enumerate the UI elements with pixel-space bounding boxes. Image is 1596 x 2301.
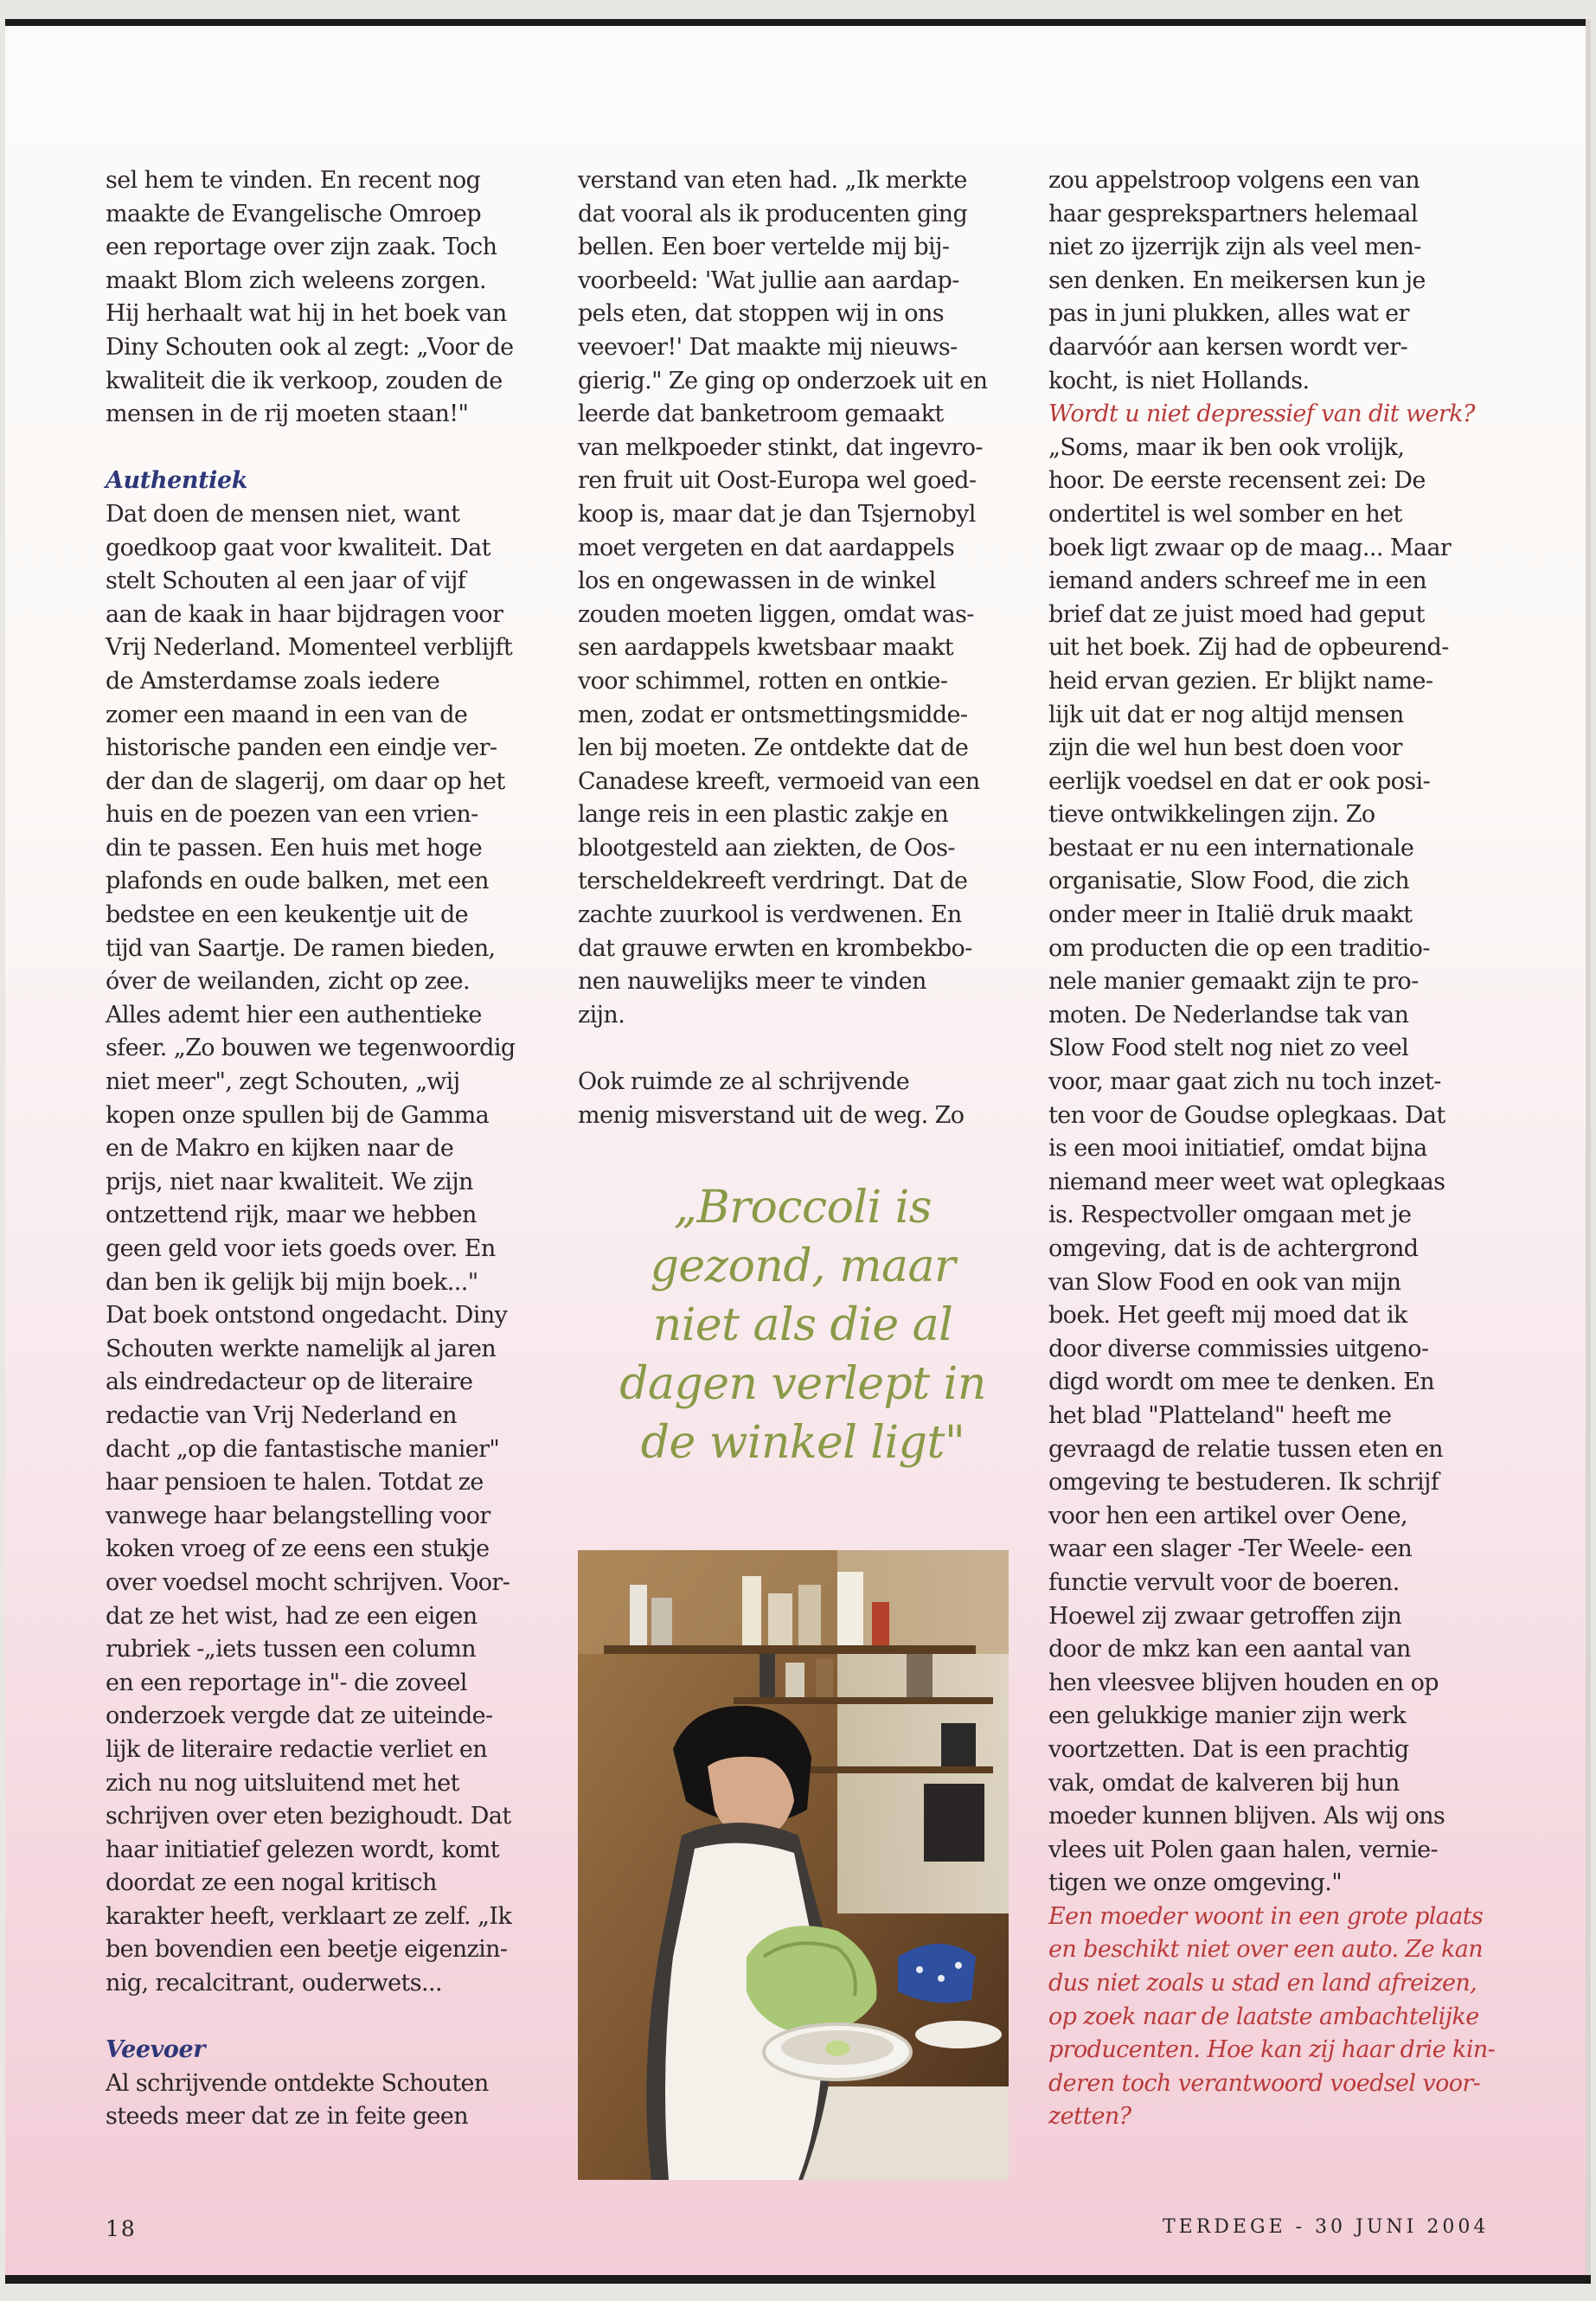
page-edge <box>1586 19 1591 2284</box>
text-line: zou appelstroop volgens een van <box>1048 167 1420 194</box>
text-line: kocht, is niet Hollands. <box>1048 367 1310 394</box>
text-line: voorbeeld: 'Wat jullie aan aardap- <box>578 266 959 294</box>
text-line: óver de weilanden, zicht op zee. <box>106 968 470 996</box>
text-line: iemand anders schreef me in een <box>1048 567 1426 595</box>
text-line: tigen we onze omgeving." <box>1048 1869 1343 1897</box>
top-rule <box>5 19 1591 26</box>
text-line: boek. Het geeft mij moed dat ik <box>1048 1302 1407 1330</box>
col2-para1 <box>578 164 1028 1032</box>
text-line: Ook ruimde ze al schrijvende <box>578 1068 910 1096</box>
text-line: dat grauwe erwten en krombekbo- <box>578 934 972 962</box>
text-line: maakt Blom zich weleens zorgen. <box>106 266 486 294</box>
text-line: uit het boek. Zij had de opbeurend- <box>1048 634 1449 662</box>
text-line: koop is, maar dat je dan Tsjernobyl <box>578 500 976 528</box>
text-line: niet zo ijzerrijk zijn als veel men- <box>1048 234 1421 261</box>
text-line: ontzettend rijk, maar we hebben <box>106 1202 477 1229</box>
column-3 <box>1048 164 1498 2134</box>
text-line: los en ongewassen in de winkel <box>578 567 936 595</box>
text-line: nig, recalcitrant, ouderwets... <box>106 1970 442 1997</box>
text-line: dan ben ik gelijk bij mijn boek..." <box>106 1268 478 1296</box>
text-line: is een mooi initiatief, omdat bijna <box>1048 1135 1427 1163</box>
text-line: ben bovendien een beetje eigenzin- <box>106 1936 508 1964</box>
text-line: vak, omdat de kalveren bij hun <box>1048 1769 1400 1797</box>
text-line: pas in juni plukken, alles wat er <box>1048 300 1409 328</box>
text-line: digd wordt om mee te denken. En <box>1048 1368 1435 1396</box>
interview-question-2 <box>1048 1900 1498 2134</box>
text-line: blootgesteld aan ziekten, de Oos- <box>578 834 955 862</box>
text-line: koken vroeg of ze eens een stukje <box>106 1535 490 1563</box>
text-line: vanwege haar belangstelling voor <box>106 1502 490 1529</box>
text-line: goedkoop gaat voor kwaliteit. Dat <box>106 534 490 561</box>
text-line: kwaliteit die ik verkoop, zouden de <box>106 367 503 394</box>
text-line: haar gesprekspartners helemaal <box>1048 200 1418 228</box>
kitchen-photo-illustration <box>578 1550 1009 2180</box>
text-line: daarvóór aan kersen wordt ver- <box>1048 333 1408 361</box>
text-line: verstand van eten had. „Ik merkte <box>578 167 967 194</box>
text-line: zomer een maand in een van de <box>106 701 468 728</box>
text-line: gierig." Ze ging op onderzoek uit en <box>578 367 988 394</box>
text-line: Diny Schouten ook al zegt: „Voor de <box>106 333 514 361</box>
text-line: Een moeder woont in een grote plaats <box>1048 1902 1484 1930</box>
text-line: sel hem te vinden. En recent nog <box>106 167 481 194</box>
text-line: organisatie, Slow Food, die zich <box>1048 868 1410 895</box>
text-line: Dat doen de mensen niet, want <box>106 500 460 528</box>
column-2 <box>578 164 1028 1132</box>
text-line: karakter heeft, verklaart ze zelf. „Ik <box>106 1902 512 1930</box>
text-line: omgeving te bestuderen. Ik schrijf <box>1048 1469 1439 1497</box>
text-line: zachte zuurkool is verdwenen. En <box>578 901 962 929</box>
text-line: om producten die op een traditio- <box>1048 934 1430 962</box>
interview-question-1: Wordt u niet depressief van dit werk? <box>1048 401 1475 428</box>
text-line: voor schimmel, rotten en ontkie- <box>578 667 948 695</box>
text-line: Dat boek ontstond ongedacht. Diny <box>106 1302 508 1330</box>
text-line: deren toch verantwoord voedsel voor- <box>1048 2069 1481 2097</box>
text-line: ren fruit uit Oost-Europa wel goed- <box>578 467 977 495</box>
text-line: Hij herhaalt wat hij in het boek van <box>106 300 507 328</box>
text-line: is. Respectvoller omgaan met je <box>1048 1202 1412 1229</box>
text-line: en beschikt niet over een auto. Ze kan <box>1048 1936 1483 1964</box>
text-line: stelt Schouten al een jaar of vijf <box>106 567 466 595</box>
text-line: vlees uit Polen gaan halen, vernie- <box>1048 1836 1439 1863</box>
text-line: terscheldekreeft verdringt. Dat de <box>578 868 968 895</box>
text-line: Schouten werkte namelijk al jaren <box>106 1335 497 1362</box>
text-line: Slow Food stelt nog niet zo veel <box>1048 1035 1409 1062</box>
text-line: aan de kaak in haar bijdragen voor <box>106 600 503 628</box>
text-line: dat vooral als ik producenten ging <box>578 200 968 228</box>
page-number: 18 <box>106 2216 137 2241</box>
bottom-rule <box>5 2275 1591 2284</box>
text-line: lijk uit dat er nog altijd mensen <box>1048 701 1404 728</box>
text-line: schrijven over eten bezighoudt. Dat <box>106 1803 511 1830</box>
text-line: als eindredacteur op de literaire <box>106 1368 473 1396</box>
text-line: ondertitel is wel somber en het <box>1048 500 1402 528</box>
text-line: tieve ontwikkelingen zijn. Zo <box>1048 801 1375 829</box>
text-line: bestaat er nu een internationale <box>1048 834 1414 862</box>
text-line: dus niet zoals u stad en land afreizen, <box>1048 1970 1477 1997</box>
text-line: Vrij Nederland. Momenteel verblijft <box>106 634 513 662</box>
text-line: onder meer in Italië druk maakt <box>1048 901 1413 929</box>
text-line: dat ze het wist, had ze een eigen <box>106 1602 478 1630</box>
text-line: niemand meer weet wat oplegkaas <box>1048 1168 1445 1195</box>
text-line: haar pensioen te halen. Totdat ze <box>106 1469 484 1497</box>
text-line: eerlijk voedsel en dat er ook posi- <box>1048 767 1431 795</box>
text-line: prijs, niet naar kwaliteit. We zijn <box>106 1168 473 1195</box>
text-line: veevoer!' Dat maakte mij nieuws- <box>578 333 958 361</box>
text-line: ten voor de Goudse oplegkaas. Dat <box>1048 1101 1445 1129</box>
text-line: dacht „op die fantastische manier" <box>106 1435 500 1463</box>
text-line: omgeving, dat is de achtergrond <box>1048 1235 1419 1262</box>
text-line: niet meer", zegt Schouten, „wij <box>106 1068 460 1096</box>
text-line: zijn die wel hun best doen voor <box>1048 734 1402 762</box>
text-line: gezond, maar <box>650 1240 956 1292</box>
text-line: moeder kunnen blijven. Als wij ons <box>1048 1803 1445 1830</box>
text-line: voor hen een artikel over Oene, <box>1048 1502 1408 1529</box>
col3-para1 <box>1048 164 1498 398</box>
text-line: Canadese kreeft, vermoeid van een <box>578 767 980 795</box>
pull-quote <box>578 1178 1028 1472</box>
kitchen-photo <box>578 1550 1009 2180</box>
magazine-page <box>5 19 1591 2284</box>
text-line: din te passen. Een huis met hoge <box>106 834 483 862</box>
text-line: voortzetten. Dat is een prachtig <box>1048 1735 1409 1763</box>
subheading-veevoer: Veevoer <box>106 2036 206 2064</box>
text-line: heid ervan gezien. Er blijkt name- <box>1048 667 1433 695</box>
text-line: voor, maar gaat zich nu toch inzet- <box>1048 1068 1441 1096</box>
text-line: mensen in de rij moeten staan!" <box>106 401 469 428</box>
text-line: van melkpoeder stinkt, dat ingevro- <box>578 433 983 461</box>
text-line: zouden moeten liggen, omdat was- <box>578 600 974 628</box>
text-line: doordat ze een nogal kritisch <box>106 1869 437 1897</box>
text-line: onderzoek vergde dat ze uiteinde- <box>106 1702 493 1730</box>
text-line: steeds meer dat ze in feite geen <box>106 2103 469 2131</box>
text-line: leerde dat banketroom gemaakt <box>578 401 944 428</box>
publication-folio: TERDEGE - 30 JUNI 2004 <box>1163 2216 1490 2238</box>
col1-para2 <box>106 498 555 2001</box>
text-line: moten. De Nederlandse tak van <box>1048 1001 1409 1029</box>
text-line: door de mkz kan een aantal van <box>1048 1636 1411 1663</box>
text-line: nele manier gemaakt zijn te pro- <box>1048 968 1419 996</box>
text-line: sen denken. En meikersen kun je <box>1048 266 1426 294</box>
text-line: haar initiatief gelezen wordt, komt <box>106 1836 500 1863</box>
text-line: functie vervult voor de boeren. <box>1048 1568 1400 1596</box>
text-line: producenten. Hoe kan zij haar drie kin- <box>1048 2036 1496 2064</box>
text-line: hen vleesvee blijven houden en op <box>1048 1669 1439 1696</box>
text-line: tijd van Saartje. De ramen bieden, <box>106 934 496 962</box>
col1-para1 <box>106 164 555 432</box>
text-line: dagen verlept in <box>619 1358 986 1410</box>
col1-para3 <box>106 2067 555 2134</box>
text-line: door diverse commissies uitgeno- <box>1048 1335 1429 1362</box>
text-line: een gelukkige manier zijn werk <box>1048 1702 1407 1730</box>
column-1 <box>106 164 555 2134</box>
text-line: over voedsel mocht schrijven. Voor- <box>106 1568 510 1596</box>
text-line: de Amsterdamse zoals iedere <box>106 667 440 695</box>
text-line: hoor. De eerste recensent zei: De <box>1048 467 1426 495</box>
text-line: der dan de slagerij, om daar op het <box>106 767 505 795</box>
text-line: huis en de poezen van een vrien- <box>106 801 478 829</box>
text-line: lijk de literaire redactie verliet en <box>106 1735 488 1763</box>
text-line: menig misverstand uit de weg. Zo <box>578 1101 965 1129</box>
text-line: men, zodat er ontsmettingsmidde- <box>578 701 968 728</box>
text-line: moet vergeten en dat aardappels <box>578 534 955 561</box>
text-line: en de Makro en kijken naar de <box>106 1135 454 1163</box>
text-line: redactie van Vrij Nederland en <box>106 1401 457 1429</box>
text-line: een reportage over zijn zaak. Toch <box>106 234 497 261</box>
text-line: nen nauwelijks meer te vinden <box>578 968 926 996</box>
text-line: plafonds en oude balken, met een <box>106 868 489 895</box>
text-line: len bij moeten. Ze ontdekte dat de <box>578 734 969 762</box>
text-line: waar een slager -Ter Weele- een <box>1048 1535 1413 1563</box>
text-line: het blad "Platteland" heeft me <box>1048 1401 1392 1429</box>
text-line: geen geld voor iets goeds over. En <box>106 1235 496 1262</box>
subheading-authentiek: Authentiek <box>106 467 248 495</box>
text-line: pels eten, dat stoppen wij in ons <box>578 300 944 328</box>
text-line: niet als die al <box>652 1299 953 1351</box>
text-line: bedstee en een keukentje uit de <box>106 901 469 929</box>
text-line: sfeer. „Zo bouwen we tegenwoordig <box>106 1035 516 1062</box>
text-line: gevraagd de relatie tussen eten en <box>1048 1435 1443 1463</box>
text-line: lange reis in een plastic zakje en <box>578 801 949 829</box>
text-line: brief dat ze juist moed had geput <box>1048 600 1425 628</box>
text-line: van Slow Food en ook van mijn <box>1048 1268 1401 1296</box>
text-line: op zoek naar de laatste ambachtelijke <box>1048 2003 1479 2030</box>
text-line: „Broccoli is <box>674 1182 932 1234</box>
text-line: de winkel ligt" <box>640 1417 965 1469</box>
text-line: kopen onze spullen bij de Gamma <box>106 1101 490 1129</box>
text-line: „Soms, maar ik ben ook vrolijk, <box>1048 433 1405 461</box>
text-line: bellen. Een boer vertelde mij bij- <box>578 234 950 261</box>
text-line: Alles ademt hier een authentieke <box>106 1001 482 1029</box>
text-line: maakte de Evangelische Omroep <box>106 200 482 228</box>
text-line: boek ligt zwaar op de maag... Maar <box>1048 534 1452 561</box>
text-line: zich nu nog uitsluitend met het <box>106 1769 459 1797</box>
col3-para2 <box>1048 432 1498 1900</box>
text-line: zetten? <box>1048 2103 1131 2131</box>
text-line: Al schrijvende ontdekte Schouten <box>106 2069 489 2097</box>
text-line: en een reportage in"- die zoveel <box>106 1669 467 1696</box>
text-line: historische panden een eindje ver- <box>106 734 497 762</box>
text-line: Hoewel zij zwaar getroffen zijn <box>1048 1602 1402 1630</box>
text-line: zijn. <box>578 1001 625 1029</box>
text-line: rubriek -„iets tussen een column <box>106 1636 477 1663</box>
col2-para2 <box>578 1066 1028 1132</box>
text-line: sen aardappels kwetsbaar maakt <box>578 634 954 662</box>
